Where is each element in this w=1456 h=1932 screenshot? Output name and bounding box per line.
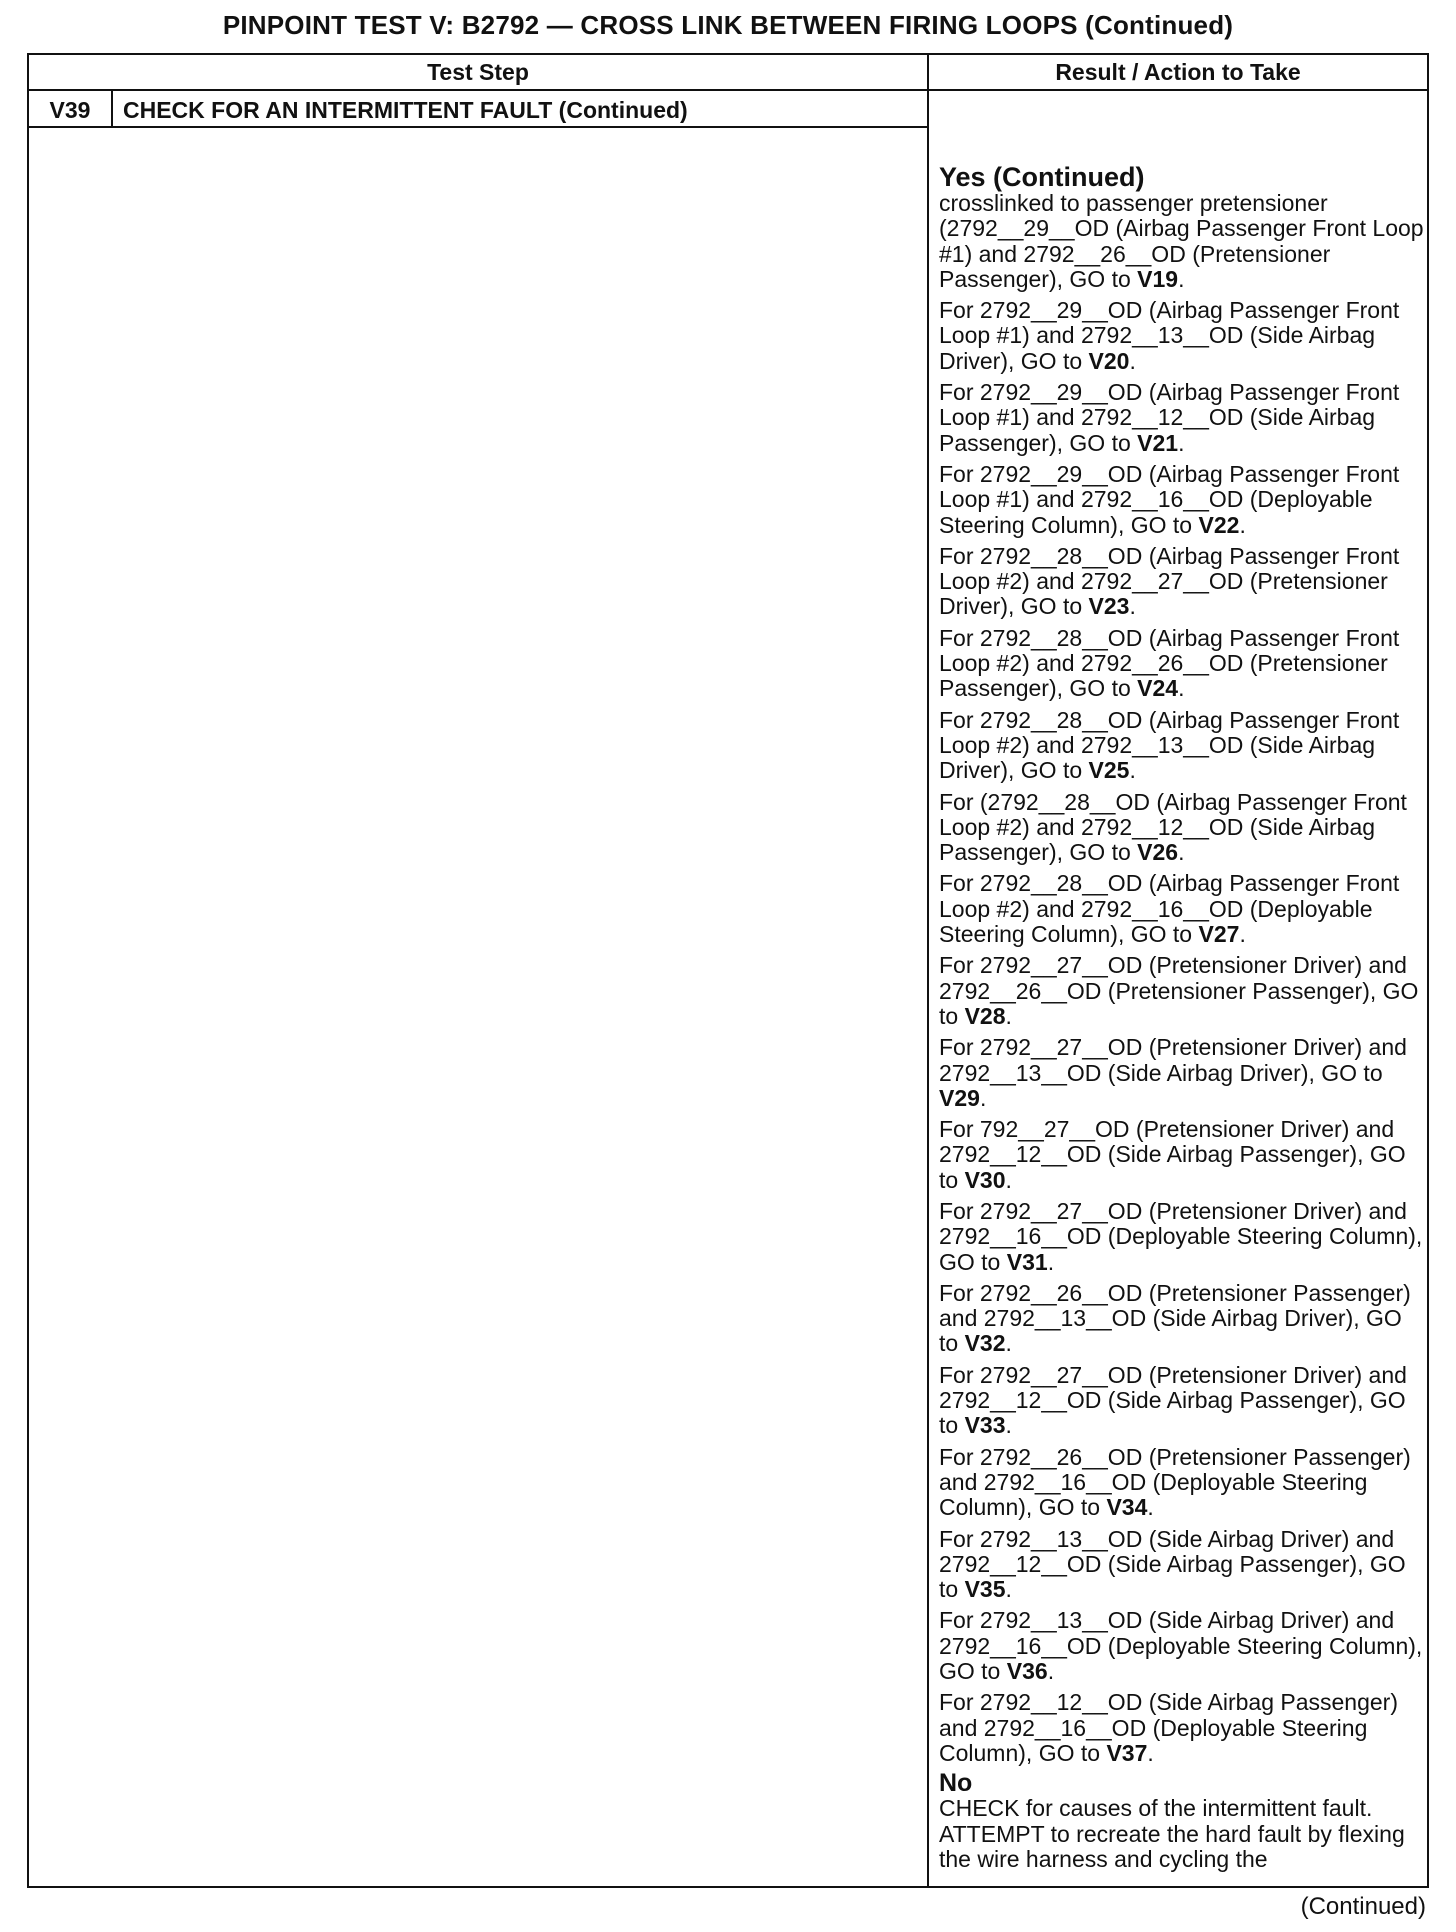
result-item [939, 871, 1425, 947]
step-id-divider [111, 91, 113, 126]
period: . [1178, 429, 1185, 456]
result-item-text: For 2792__29__OD (Airbag Passenger Front Loop #1) and 2792__13__OD (Side Airbag Driver), GO to [939, 297, 1400, 374]
result-item-text: For 2792__29__OD (Airbag Passenger Front Loop #1) and 2792__16__OD (Deployable Steering Column), GO to [939, 460, 1400, 538]
period: . [1005, 1412, 1012, 1439]
go-to-step: V29 [939, 1084, 980, 1111]
go-to-step: V28 [964, 1002, 1006, 1029]
result-item-text: For 2792__13__OD (Side Airbag Driver) and 2792__16__OD (Deployable Steering Column), GO to [939, 1607, 1423, 1685]
period: . [979, 1084, 987, 1111]
result-item-text: For 792__27__OD (Pretensioner Driver) and 2792__12__OD (Side Airbag Passenger), GO to [939, 1116, 1406, 1193]
period: . [1005, 1576, 1012, 1603]
period: . [1147, 1494, 1154, 1521]
result-item-text: For 2792__27__OD (Pretensioner Driver) and 2792__13__OD (Side Airbag Driver), GO to [939, 1034, 1407, 1086]
period: . [1047, 1248, 1055, 1275]
result-item-text: For 2792__13__OD (Side Airbag Driver) and 2792__12__OD (Side Airbag Passenger), GO to [939, 1525, 1406, 1603]
go-to-step: V32 [964, 1330, 1006, 1357]
result-item [939, 1199, 1425, 1275]
go-to-step: V26 [1137, 839, 1179, 866]
result-item-text: For (2792__28__OD (Airbag Passenger Front Loop #2) and 2792__12__OD (Side Airbag Passenger), GO to [939, 788, 1407, 866]
go-to-step: V23 [1088, 593, 1130, 620]
continued-label: (Continued) [1300, 1893, 1426, 1920]
step-id: V39 [49, 97, 91, 123]
result-item-text: For 2792__27__OD (Pretensioner Driver) and 2792__26__OD (Pretensioner Passenger), GO to [939, 952, 1419, 1029]
result-item-text: crosslinked to passenger pretensioner (2792__29__OD (Airbag Passenger Front Loop #1) and 2792__26__OD (Pretensioner Passenger), GO to [939, 190, 1424, 292]
result-item [939, 626, 1425, 702]
result-item [939, 1363, 1425, 1439]
result-item [939, 1527, 1425, 1603]
result-item [939, 1690, 1425, 1766]
yes-heading: Yes (Continued) [939, 162, 1145, 192]
period: . [1129, 347, 1136, 374]
page-title: PINPOINT TEST V: B2792 — CROSS LINK BETWEEN FIRING LOOPS (Continued) [222, 10, 1234, 40]
go-to-step: V34 [1106, 1494, 1148, 1521]
period: . [1005, 1002, 1012, 1029]
period: . [1129, 757, 1136, 784]
result-item [939, 298, 1425, 374]
result-item [939, 790, 1425, 866]
result-item-text: For 2792__27__OD (Pretensioner Driver) and 2792__12__OD (Side Airbag Passenger), GO to [939, 1361, 1407, 1439]
result-item [939, 1608, 1425, 1684]
period: . [1178, 265, 1185, 292]
result-item [939, 1281, 1425, 1357]
go-to-step: V37 [1106, 1739, 1148, 1766]
go-to-step: V22 [1198, 511, 1240, 538]
result-item-text: For 2792__12__OD (Side Airbag Passenger) and 2792__16__OD (Deployable Steering Column), GO to [939, 1689, 1399, 1766]
result-item-text: For 2792__28__OD (Airbag Passenger Front Loop #2) and 2792__16__OD (Deployable Steering Column), GO to [939, 870, 1400, 948]
result-item-text: For 2792__28__OD (Airbag Passenger Front Loop #2) and 2792__13__OD (Side Airbag Driver), GO to [939, 706, 1400, 784]
period: . [1005, 1330, 1012, 1357]
result-item-text: For 2792__26__OD (Pretensioner Passenger) and 2792__16__OD (Deployable Steering Column), GO to [939, 1443, 1411, 1521]
result-column [939, 133, 1425, 1872]
period: . [1005, 1166, 1012, 1193]
period: . [1178, 675, 1185, 702]
period: . [1147, 1739, 1154, 1766]
result-item-text: For 2792__26__OD (Pretensioner Passenger) and 2792__13__OD (Side Airbag Driver), GO to [939, 1279, 1411, 1357]
result-item [939, 953, 1425, 1029]
pinpoint-test-table [27, 53, 1429, 1888]
result-item [939, 191, 1425, 292]
header-divider [29, 89, 1427, 91]
go-to-step: V27 [1198, 921, 1240, 948]
result-item-text: For 2792__28__OD (Airbag Passenger Front Loop #2) and 2792__27__OD (Pretensioner Driver), GO to [939, 542, 1400, 620]
go-to-step: V31 [1006, 1248, 1048, 1275]
result-item [939, 462, 1425, 538]
go-to-step: V20 [1088, 347, 1130, 374]
result-item [939, 1117, 1425, 1193]
go-to-step: V25 [1088, 757, 1130, 784]
result-item [939, 1035, 1425, 1111]
no-action-text: CHECK for causes of the intermittent fault. ATTEMPT to recreate the hard fault by flexing the wire harness and cycling the [939, 1795, 1405, 1872]
result-item [939, 544, 1425, 620]
result-header: Result / Action to Take [1055, 59, 1301, 85]
go-to-step: V19 [1137, 265, 1179, 292]
period: . [1239, 921, 1246, 948]
step-title: CHECK FOR AN INTERMITTENT FAULT (Continued) [123, 97, 688, 123]
period: . [1178, 839, 1185, 866]
result-item [939, 708, 1425, 784]
result-item-text: For 2792__28__OD (Airbag Passenger Front Loop #2) and 2792__26__OD (Pretensioner Passenger), GO to [939, 624, 1400, 702]
no-heading: No [939, 1769, 973, 1798]
period: . [1047, 1658, 1055, 1685]
result-items [939, 191, 1425, 1766]
go-to-step: V36 [1006, 1658, 1048, 1685]
period: . [1129, 593, 1136, 620]
go-to-step: V24 [1137, 675, 1179, 702]
go-to-step: V33 [964, 1412, 1006, 1439]
test-step-header: Test Step [427, 59, 529, 85]
go-to-step: V30 [964, 1166, 1006, 1193]
result-item-text: For 2792__29__OD (Airbag Passenger Front Loop #1) and 2792__12__OD (Side Airbag Passenger), GO to [939, 379, 1400, 456]
column-divider [927, 55, 929, 1886]
result-item [939, 380, 1425, 456]
period: . [1239, 511, 1246, 538]
go-to-step: V21 [1137, 429, 1179, 456]
result-item [939, 1445, 1425, 1521]
result-item-text: For 2792__27__OD (Pretensioner Driver) and 2792__16__OD (Deployable Steering Column), GO to [939, 1197, 1423, 1275]
go-to-step: V35 [964, 1576, 1006, 1603]
